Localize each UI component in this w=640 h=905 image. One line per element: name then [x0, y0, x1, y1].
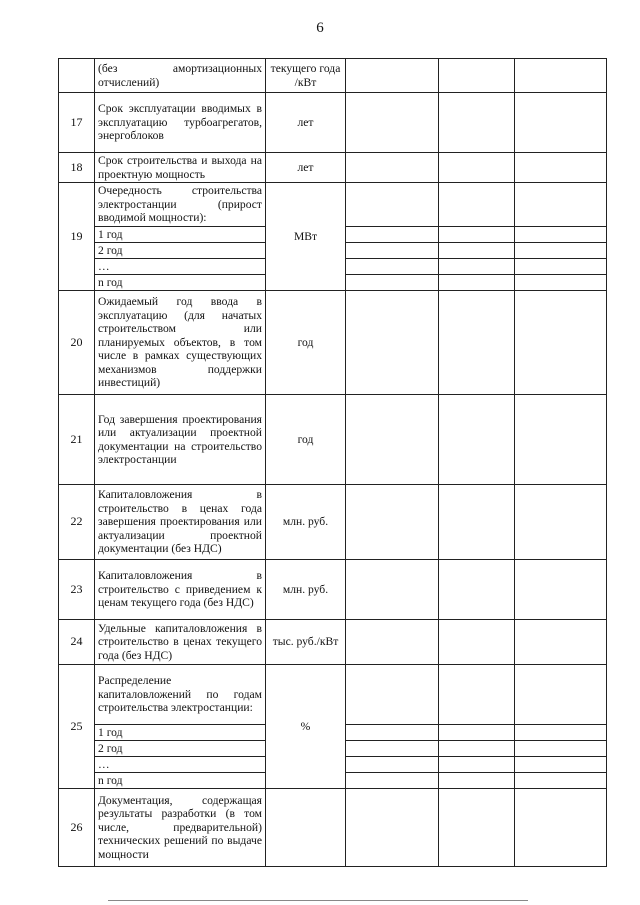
row-unit: тыс. руб./кВт — [266, 620, 346, 665]
value-cell[interactable] — [439, 485, 515, 560]
value-cell[interactable] — [346, 485, 439, 560]
row-number: 17 — [59, 93, 95, 153]
row-description: Ожидаемый год ввода в эксплуатацию (для начатых строительством или планируемых объектов, в том числе в рамках существующих механизмов поддержки инвестиций) — [95, 291, 266, 395]
row-number: 22 — [59, 485, 95, 560]
value-cell[interactable] — [515, 93, 607, 153]
value-cell[interactable] — [346, 773, 439, 789]
year-label: n год — [95, 773, 266, 789]
value-cell[interactable] — [346, 395, 439, 485]
table-row — [59, 485, 607, 560]
scan-edge-line — [108, 900, 528, 901]
row-description: (без амортизационных отчислений) — [95, 59, 266, 93]
value-cell[interactable] — [439, 395, 515, 485]
row-unit: текущего года /кВт — [266, 59, 346, 93]
value-cell[interactable] — [515, 773, 607, 789]
value-cell[interactable] — [515, 741, 607, 757]
year-label: 1 год — [95, 725, 266, 741]
value-cell[interactable] — [515, 485, 607, 560]
row-number: 18 — [59, 153, 95, 183]
year-label: 2 год — [95, 243, 266, 259]
table-row — [59, 183, 607, 227]
parameters-table — [58, 58, 607, 867]
table-row — [59, 665, 607, 725]
year-label: n год — [95, 275, 266, 291]
value-cell[interactable] — [346, 665, 439, 725]
table-row — [59, 620, 607, 665]
year-label: 1 год — [95, 227, 266, 243]
value-cell[interactable] — [346, 620, 439, 665]
table-row — [59, 789, 607, 867]
value-cell[interactable] — [439, 93, 515, 153]
row-unit: год — [266, 395, 346, 485]
value-cell[interactable] — [439, 227, 515, 243]
value-cell[interactable] — [439, 741, 515, 757]
value-cell[interactable] — [346, 93, 439, 153]
row-number: 25 — [59, 665, 95, 789]
value-cell[interactable] — [515, 227, 607, 243]
value-cell[interactable] — [346, 183, 439, 227]
value-cell[interactable] — [515, 560, 607, 620]
row-description: Удельные капиталовложения в строительство в ценах текущего года (без НДС) — [95, 620, 266, 665]
row-description: Срок эксплуатации вводимых в эксплуатацию турбоагрегатов, энергоблоков — [95, 93, 266, 153]
year-label: … — [95, 757, 266, 773]
row-number: 26 — [59, 789, 95, 867]
value-cell[interactable] — [515, 153, 607, 183]
value-cell[interactable] — [346, 757, 439, 773]
value-cell[interactable] — [439, 620, 515, 665]
value-cell[interactable] — [346, 741, 439, 757]
row-description: Капиталовложения в строительство в ценах года завершения проектирования или актуализации проектной документации (без НДС) — [95, 485, 266, 560]
value-cell[interactable] — [346, 59, 439, 93]
value-cell[interactable] — [439, 275, 515, 291]
row-description: Капиталовложения в строительство с приведением к ценам текущего года (без НДС) — [95, 560, 266, 620]
value-cell[interactable] — [439, 59, 515, 93]
table-row — [59, 59, 607, 93]
row-unit: млн. руб. — [266, 485, 346, 560]
row-unit: год — [266, 291, 346, 395]
value-cell[interactable] — [346, 259, 439, 275]
row-unit: МВт — [266, 183, 346, 291]
row-number: 21 — [59, 395, 95, 485]
row-unit: млн. руб. — [266, 560, 346, 620]
value-cell[interactable] — [439, 560, 515, 620]
value-cell[interactable] — [515, 725, 607, 741]
value-cell[interactable] — [346, 153, 439, 183]
year-label: 2 год — [95, 741, 266, 757]
value-cell[interactable] — [515, 620, 607, 665]
value-cell[interactable] — [515, 59, 607, 93]
value-cell[interactable] — [515, 259, 607, 275]
value-cell[interactable] — [346, 275, 439, 291]
row-number: 19 — [59, 183, 95, 291]
value-cell[interactable] — [439, 153, 515, 183]
row-number: 23 — [59, 560, 95, 620]
value-cell[interactable] — [515, 243, 607, 259]
value-cell[interactable] — [439, 725, 515, 741]
table-row — [59, 560, 607, 620]
table-row — [59, 291, 607, 395]
value-cell[interactable] — [346, 227, 439, 243]
value-cell[interactable] — [439, 665, 515, 725]
value-cell[interactable] — [346, 243, 439, 259]
row-number: 24 — [59, 620, 95, 665]
table-row — [59, 153, 607, 183]
value-cell[interactable] — [515, 789, 607, 867]
row-unit: % — [266, 665, 346, 789]
year-label: … — [95, 259, 266, 275]
value-cell[interactable] — [515, 757, 607, 773]
value-cell[interactable] — [346, 560, 439, 620]
row-description: Год завершения проектирования или актуализации проектной документации на строительство электростанции — [95, 395, 266, 485]
value-cell[interactable] — [439, 291, 515, 395]
value-cell[interactable] — [439, 183, 515, 227]
value-cell[interactable] — [439, 757, 515, 773]
row-unit: лет — [266, 93, 346, 153]
row-description: Очередность строительства электростанции (прирост вводимой мощности): — [95, 183, 266, 227]
value-cell[interactable] — [439, 243, 515, 259]
value-cell[interactable] — [515, 275, 607, 291]
page-number: 6 — [316, 20, 324, 36]
value-cell[interactable] — [515, 291, 607, 395]
row-unit: лет — [266, 153, 346, 183]
table-row — [59, 93, 607, 153]
value-cell[interactable] — [346, 789, 439, 867]
row-number — [59, 59, 95, 93]
value-cell[interactable] — [515, 395, 607, 485]
row-description: Распределение капиталовложений по годам строительства электростанции: — [95, 665, 266, 725]
row-unit — [266, 789, 346, 867]
value-cell[interactable] — [515, 183, 607, 227]
value-cell[interactable] — [439, 773, 515, 789]
value-cell[interactable] — [346, 291, 439, 395]
row-description: Документация, содержащая результаты разработки (в том числе, предварительной) технических решений по выдаче мощности — [95, 789, 266, 867]
table-row — [59, 395, 607, 485]
value-cell[interactable] — [346, 725, 439, 741]
form-sheet — [58, 58, 606, 866]
value-cell[interactable] — [439, 259, 515, 275]
row-description: Срок строительства и выхода на проектную мощность — [95, 153, 266, 183]
value-cell[interactable] — [515, 665, 607, 725]
value-cell[interactable] — [439, 789, 515, 867]
row-number: 20 — [59, 291, 95, 395]
